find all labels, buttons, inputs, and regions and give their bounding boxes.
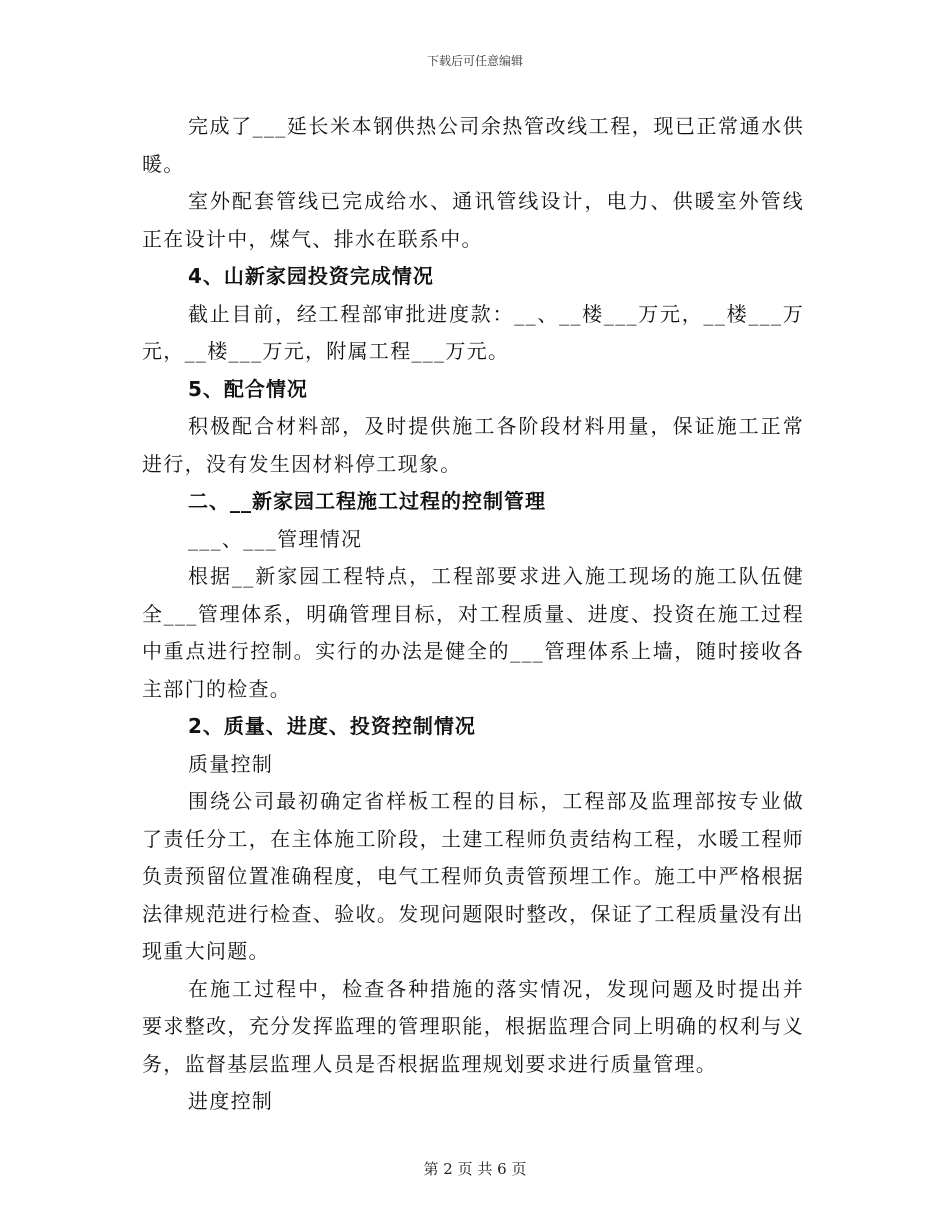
document-body bbox=[142, 108, 804, 1121]
paragraph: 在施工过程中，检查各种措施的落实情况，发现问题及时提出并要求整改，充分发挥监理的管理职能，根据监理合同上明确的权利与义务，监督基层监理人员是否根据监理规划要求进行质量管理。 bbox=[142, 976, 804, 1076]
section-heading: 5、配合情况 bbox=[188, 376, 308, 401]
page-header-note: 下载后可任意编辑 bbox=[426, 54, 523, 68]
paragraph: 围绕公司最初确定省样板工程的目标，工程部及监理部按专业做了责任分工，在主体施工阶段，土建工程师负责结构工程，水暖工程师负责预留位置准确程度，电气工程师负责管预埋工作。施工中严格根据法律规范进行检查、验收。发现问题限时整改，保证了工程质量没有出现重大问题。 bbox=[142, 789, 804, 963]
subheading: ___、___管理情况 bbox=[188, 526, 363, 551]
page-footer-number: 第 2 页 共 6 页 bbox=[423, 1160, 527, 1178]
paragraph: 积极配合材料部，及时提供施工各阶段材料用量，保证施工正常进行，没有发生因材料停工现象。 bbox=[142, 414, 804, 476]
paragraph: 截止目前，经工程部审批进度款：__、__楼___万元，__楼___万元，__楼___万元，附属工程___万元。 bbox=[142, 301, 804, 363]
section-heading: 二、__新家园工程施工过程的控制管理 bbox=[188, 489, 546, 513]
subheading: 进度控制 bbox=[188, 1089, 274, 1113]
paragraph: 完成了___延长米本钢供热公司余热管改线工程，现已正常通水供暖。 bbox=[142, 114, 804, 176]
section-heading: 4、山新家园投资完成情况 bbox=[188, 264, 434, 288]
paragraph: 根据__新家园工程特点，工程部要求进入施工现场的施工队伍健全___管理体系，明确管理目标，对工程质量、进度、投资在施工过程中重点进行控制。实行的办法是健全的___管理体系上墙，随时接收各主部门的检查。 bbox=[142, 564, 804, 701]
subheading: 质量控制 bbox=[188, 751, 274, 776]
paragraph: 室外配套管线已完成给水、通讯管线设计，电力、供暖室外管线正在设计中，煤气、排水在联系中。 bbox=[142, 189, 804, 251]
section-heading: 2、质量、进度、投资控制情况 bbox=[188, 714, 476, 738]
